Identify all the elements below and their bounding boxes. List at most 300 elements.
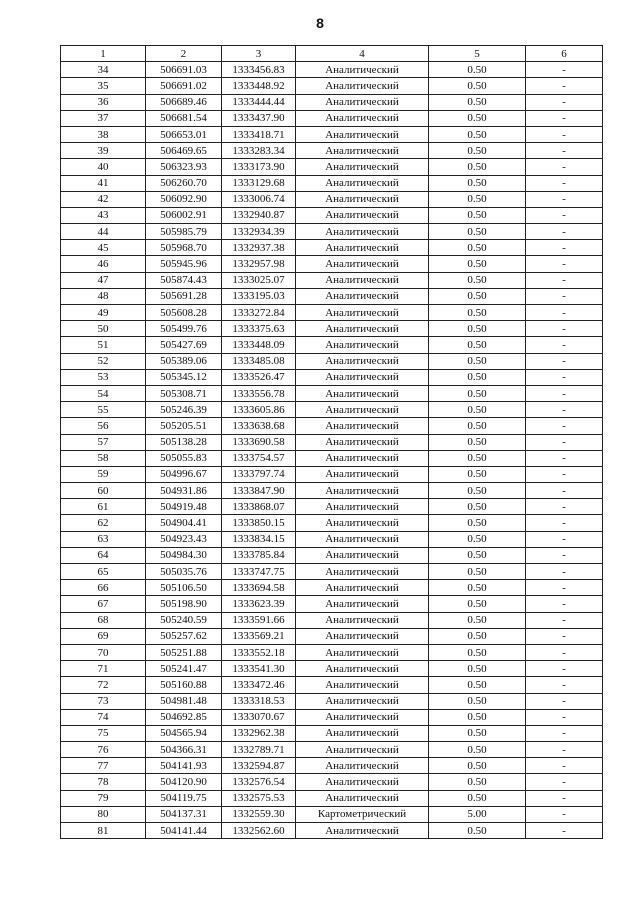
point-number-cell: 81 bbox=[61, 823, 146, 839]
note-cell: - bbox=[526, 126, 603, 142]
method-cell: Аналитический bbox=[296, 191, 429, 207]
table-row bbox=[61, 434, 603, 450]
y-coordinate-cell: 1333437.90 bbox=[222, 110, 296, 126]
method-cell: Аналитический bbox=[296, 62, 429, 78]
accuracy-cell: 0.50 bbox=[429, 126, 526, 142]
note-cell: - bbox=[526, 725, 603, 741]
table-row bbox=[61, 110, 603, 126]
table-row bbox=[61, 628, 603, 644]
table-row bbox=[61, 644, 603, 660]
accuracy-cell: 0.50 bbox=[429, 677, 526, 693]
y-coordinate-cell: 1333418.71 bbox=[222, 126, 296, 142]
point-number-cell: 62 bbox=[61, 515, 146, 531]
table-row bbox=[61, 725, 603, 741]
point-number-cell: 43 bbox=[61, 207, 146, 223]
note-cell: - bbox=[526, 434, 603, 450]
note-cell: - bbox=[526, 175, 603, 191]
x-coordinate-cell: 505945.96 bbox=[146, 256, 222, 272]
x-coordinate-cell: 506681.54 bbox=[146, 110, 222, 126]
point-number-cell: 34 bbox=[61, 62, 146, 78]
note-cell: - bbox=[526, 483, 603, 499]
method-cell: Аналитический bbox=[296, 466, 429, 482]
accuracy-cell: 0.50 bbox=[429, 693, 526, 709]
table-row bbox=[61, 823, 603, 839]
method-cell: Аналитический bbox=[296, 564, 429, 580]
table-row bbox=[61, 94, 603, 110]
x-coordinate-cell: 504565.94 bbox=[146, 725, 222, 741]
table-row bbox=[61, 305, 603, 321]
table-row bbox=[61, 483, 603, 499]
x-coordinate-cell: 506691.03 bbox=[146, 62, 222, 78]
column-header: 3 bbox=[222, 46, 296, 62]
note-cell: - bbox=[526, 272, 603, 288]
x-coordinate-cell: 504141.93 bbox=[146, 758, 222, 774]
note-cell: - bbox=[526, 661, 603, 677]
note-cell: - bbox=[526, 143, 603, 159]
note-cell: - bbox=[526, 353, 603, 369]
page-number: 8 bbox=[316, 15, 324, 31]
note-cell: - bbox=[526, 758, 603, 774]
accuracy-cell: 0.50 bbox=[429, 175, 526, 191]
method-cell: Аналитический bbox=[296, 677, 429, 693]
x-coordinate-cell: 505427.69 bbox=[146, 337, 222, 353]
y-coordinate-cell: 1333638.68 bbox=[222, 418, 296, 434]
method-cell: Аналитический bbox=[296, 321, 429, 337]
table-row bbox=[61, 207, 603, 223]
point-number-cell: 48 bbox=[61, 288, 146, 304]
method-cell: Аналитический bbox=[296, 515, 429, 531]
accuracy-cell: 0.50 bbox=[429, 483, 526, 499]
note-cell: - bbox=[526, 644, 603, 660]
x-coordinate-cell: 505499.76 bbox=[146, 321, 222, 337]
note-cell: - bbox=[526, 531, 603, 547]
x-coordinate-cell: 504919.48 bbox=[146, 499, 222, 515]
note-cell: - bbox=[526, 256, 603, 272]
y-coordinate-cell: 1333754.57 bbox=[222, 450, 296, 466]
point-number-cell: 36 bbox=[61, 94, 146, 110]
accuracy-cell: 0.50 bbox=[429, 515, 526, 531]
table-row bbox=[61, 466, 603, 482]
note-cell: - bbox=[526, 466, 603, 482]
method-cell: Аналитический bbox=[296, 580, 429, 596]
y-coordinate-cell: 1333129.68 bbox=[222, 175, 296, 191]
x-coordinate-cell: 505608.28 bbox=[146, 305, 222, 321]
table-row bbox=[61, 337, 603, 353]
note-cell: - bbox=[526, 515, 603, 531]
x-coordinate-cell: 505106.50 bbox=[146, 580, 222, 596]
point-number-cell: 67 bbox=[61, 596, 146, 612]
point-number-cell: 65 bbox=[61, 564, 146, 580]
x-coordinate-cell: 505389.06 bbox=[146, 353, 222, 369]
table-header-row bbox=[61, 46, 603, 62]
method-cell: Аналитический bbox=[296, 823, 429, 839]
y-coordinate-cell: 1332789.71 bbox=[222, 742, 296, 758]
accuracy-cell: 0.50 bbox=[429, 94, 526, 110]
accuracy-cell: 0.50 bbox=[429, 466, 526, 482]
method-cell: Аналитический bbox=[296, 790, 429, 806]
accuracy-cell: 0.50 bbox=[429, 644, 526, 660]
table-row bbox=[61, 402, 603, 418]
note-cell: - bbox=[526, 806, 603, 822]
y-coordinate-cell: 1333283.34 bbox=[222, 143, 296, 159]
method-cell: Аналитический bbox=[296, 256, 429, 272]
accuracy-cell: 0.50 bbox=[429, 790, 526, 806]
x-coordinate-cell: 505968.70 bbox=[146, 240, 222, 256]
accuracy-cell: 0.50 bbox=[429, 337, 526, 353]
y-coordinate-cell: 1333556.78 bbox=[222, 385, 296, 401]
y-coordinate-cell: 1332937.38 bbox=[222, 240, 296, 256]
note-cell: - bbox=[526, 207, 603, 223]
accuracy-cell: 0.50 bbox=[429, 596, 526, 612]
table-body bbox=[61, 62, 603, 839]
y-coordinate-cell: 1333526.47 bbox=[222, 369, 296, 385]
y-coordinate-cell: 1333448.09 bbox=[222, 337, 296, 353]
table-row bbox=[61, 564, 603, 580]
accuracy-cell: 0.50 bbox=[429, 62, 526, 78]
method-cell: Аналитический bbox=[296, 272, 429, 288]
accuracy-cell: 0.50 bbox=[429, 774, 526, 790]
point-number-cell: 38 bbox=[61, 126, 146, 142]
note-cell: - bbox=[526, 305, 603, 321]
table-row bbox=[61, 288, 603, 304]
table-row bbox=[61, 693, 603, 709]
method-cell: Аналитический bbox=[296, 596, 429, 612]
x-coordinate-cell: 506469.65 bbox=[146, 143, 222, 159]
accuracy-cell: 0.50 bbox=[429, 418, 526, 434]
note-cell: - bbox=[526, 742, 603, 758]
table-row bbox=[61, 369, 603, 385]
method-cell: Аналитический bbox=[296, 450, 429, 466]
point-number-cell: 52 bbox=[61, 353, 146, 369]
y-coordinate-cell: 1333173.90 bbox=[222, 159, 296, 175]
column-header: 2 bbox=[146, 46, 222, 62]
method-cell: Аналитический bbox=[296, 385, 429, 401]
point-number-cell: 47 bbox=[61, 272, 146, 288]
method-cell: Аналитический bbox=[296, 644, 429, 660]
accuracy-cell: 0.50 bbox=[429, 159, 526, 175]
point-number-cell: 73 bbox=[61, 693, 146, 709]
table-row bbox=[61, 175, 603, 191]
note-cell: - bbox=[526, 62, 603, 78]
note-cell: - bbox=[526, 110, 603, 126]
accuracy-cell: 0.50 bbox=[429, 256, 526, 272]
method-cell: Аналитический bbox=[296, 224, 429, 240]
point-number-cell: 66 bbox=[61, 580, 146, 596]
note-cell: - bbox=[526, 191, 603, 207]
x-coordinate-cell: 506653.01 bbox=[146, 126, 222, 142]
y-coordinate-cell: 1333834.15 bbox=[222, 531, 296, 547]
x-coordinate-cell: 504923.43 bbox=[146, 531, 222, 547]
table-row bbox=[61, 353, 603, 369]
y-coordinate-cell: 1332575.53 bbox=[222, 790, 296, 806]
point-number-cell: 68 bbox=[61, 612, 146, 628]
x-coordinate-cell: 505251.88 bbox=[146, 644, 222, 660]
note-cell: - bbox=[526, 628, 603, 644]
y-coordinate-cell: 1332962.38 bbox=[222, 725, 296, 741]
point-number-cell: 56 bbox=[61, 418, 146, 434]
method-cell: Аналитический bbox=[296, 725, 429, 741]
y-coordinate-cell: 1333318.53 bbox=[222, 693, 296, 709]
method-cell: Аналитический bbox=[296, 774, 429, 790]
table-row bbox=[61, 321, 603, 337]
accuracy-cell: 0.50 bbox=[429, 78, 526, 94]
point-number-cell: 79 bbox=[61, 790, 146, 806]
note-cell: - bbox=[526, 547, 603, 563]
note-cell: - bbox=[526, 321, 603, 337]
method-cell: Аналитический bbox=[296, 434, 429, 450]
y-coordinate-cell: 1333747.75 bbox=[222, 564, 296, 580]
table-row bbox=[61, 499, 603, 515]
y-coordinate-cell: 1333485.08 bbox=[222, 353, 296, 369]
accuracy-cell: 0.50 bbox=[429, 191, 526, 207]
y-coordinate-cell: 1333472.46 bbox=[222, 677, 296, 693]
table-row bbox=[61, 515, 603, 531]
note-cell: - bbox=[526, 78, 603, 94]
point-number-cell: 50 bbox=[61, 321, 146, 337]
method-cell: Аналитический bbox=[296, 758, 429, 774]
accuracy-cell: 0.50 bbox=[429, 531, 526, 547]
x-coordinate-cell: 505205.51 bbox=[146, 418, 222, 434]
x-coordinate-cell: 504931.86 bbox=[146, 483, 222, 499]
x-coordinate-cell: 505985.79 bbox=[146, 224, 222, 240]
y-coordinate-cell: 1333456.83 bbox=[222, 62, 296, 78]
table-row bbox=[61, 240, 603, 256]
table-row bbox=[61, 159, 603, 175]
table-row bbox=[61, 709, 603, 725]
accuracy-cell: 0.50 bbox=[429, 305, 526, 321]
x-coordinate-cell: 506691.02 bbox=[146, 78, 222, 94]
accuracy-cell: 0.50 bbox=[429, 110, 526, 126]
x-coordinate-cell: 504141.44 bbox=[146, 823, 222, 839]
method-cell: Аналитический bbox=[296, 126, 429, 142]
table-row bbox=[61, 742, 603, 758]
x-coordinate-cell: 505345.12 bbox=[146, 369, 222, 385]
accuracy-cell: 0.50 bbox=[429, 143, 526, 159]
point-number-cell: 78 bbox=[61, 774, 146, 790]
accuracy-cell: 0.50 bbox=[429, 547, 526, 563]
method-cell: Аналитический bbox=[296, 240, 429, 256]
note-cell: - bbox=[526, 693, 603, 709]
column-header: 5 bbox=[429, 46, 526, 62]
y-coordinate-cell: 1333569.21 bbox=[222, 628, 296, 644]
y-coordinate-cell: 1333868.07 bbox=[222, 499, 296, 515]
y-coordinate-cell: 1333448.92 bbox=[222, 78, 296, 94]
point-number-cell: 64 bbox=[61, 547, 146, 563]
point-number-cell: 49 bbox=[61, 305, 146, 321]
point-number-cell: 69 bbox=[61, 628, 146, 644]
table-row bbox=[61, 385, 603, 401]
accuracy-cell: 0.50 bbox=[429, 288, 526, 304]
y-coordinate-cell: 1333272.84 bbox=[222, 305, 296, 321]
y-coordinate-cell: 1332559.30 bbox=[222, 806, 296, 822]
x-coordinate-cell: 505874.43 bbox=[146, 272, 222, 288]
x-coordinate-cell: 504366.31 bbox=[146, 742, 222, 758]
note-cell: - bbox=[526, 385, 603, 401]
accuracy-cell: 0.50 bbox=[429, 628, 526, 644]
point-number-cell: 37 bbox=[61, 110, 146, 126]
accuracy-cell: 0.50 bbox=[429, 725, 526, 741]
x-coordinate-cell: 505257.62 bbox=[146, 628, 222, 644]
point-number-cell: 75 bbox=[61, 725, 146, 741]
table-row bbox=[61, 758, 603, 774]
table-row bbox=[61, 224, 603, 240]
y-coordinate-cell: 1332562.60 bbox=[222, 823, 296, 839]
point-number-cell: 80 bbox=[61, 806, 146, 822]
note-cell: - bbox=[526, 240, 603, 256]
method-cell: Аналитический bbox=[296, 402, 429, 418]
point-number-cell: 54 bbox=[61, 385, 146, 401]
method-cell: Аналитический bbox=[296, 531, 429, 547]
point-number-cell: 61 bbox=[61, 499, 146, 515]
note-cell: - bbox=[526, 94, 603, 110]
y-coordinate-cell: 1333785.84 bbox=[222, 547, 296, 563]
accuracy-cell: 0.50 bbox=[429, 240, 526, 256]
accuracy-cell: 5.00 bbox=[429, 806, 526, 822]
x-coordinate-cell: 506002.91 bbox=[146, 207, 222, 223]
coordinates-table bbox=[60, 45, 603, 839]
table-row bbox=[61, 418, 603, 434]
method-cell: Аналитический bbox=[296, 612, 429, 628]
note-cell: - bbox=[526, 564, 603, 580]
x-coordinate-cell: 505198.90 bbox=[146, 596, 222, 612]
y-coordinate-cell: 1333025.07 bbox=[222, 272, 296, 288]
note-cell: - bbox=[526, 677, 603, 693]
x-coordinate-cell: 505308.71 bbox=[146, 385, 222, 401]
method-cell: Аналитический bbox=[296, 353, 429, 369]
point-number-cell: 41 bbox=[61, 175, 146, 191]
method-cell: Аналитический bbox=[296, 207, 429, 223]
accuracy-cell: 0.50 bbox=[429, 580, 526, 596]
point-number-cell: 76 bbox=[61, 742, 146, 758]
table-row bbox=[61, 790, 603, 806]
note-cell: - bbox=[526, 159, 603, 175]
y-coordinate-cell: 1332934.39 bbox=[222, 224, 296, 240]
method-cell: Аналитический bbox=[296, 547, 429, 563]
note-cell: - bbox=[526, 612, 603, 628]
method-cell: Аналитический bbox=[296, 175, 429, 191]
table-row bbox=[61, 191, 603, 207]
table-row bbox=[61, 143, 603, 159]
point-number-cell: 45 bbox=[61, 240, 146, 256]
y-coordinate-cell: 1333850.15 bbox=[222, 515, 296, 531]
method-cell: Аналитический bbox=[296, 369, 429, 385]
y-coordinate-cell: 1332594.87 bbox=[222, 758, 296, 774]
table-row bbox=[61, 450, 603, 466]
method-cell: Аналитический bbox=[296, 337, 429, 353]
accuracy-cell: 0.50 bbox=[429, 402, 526, 418]
point-number-cell: 42 bbox=[61, 191, 146, 207]
column-header: 1 bbox=[61, 46, 146, 62]
point-number-cell: 39 bbox=[61, 143, 146, 159]
note-cell: - bbox=[526, 402, 603, 418]
point-number-cell: 77 bbox=[61, 758, 146, 774]
x-coordinate-cell: 506323.93 bbox=[146, 159, 222, 175]
y-coordinate-cell: 1333605.86 bbox=[222, 402, 296, 418]
point-number-cell: 63 bbox=[61, 531, 146, 547]
y-coordinate-cell: 1332957.98 bbox=[222, 256, 296, 272]
x-coordinate-cell: 504981.48 bbox=[146, 693, 222, 709]
accuracy-cell: 0.50 bbox=[429, 661, 526, 677]
accuracy-cell: 0.50 bbox=[429, 499, 526, 515]
x-coordinate-cell: 505055.83 bbox=[146, 450, 222, 466]
column-header: 4 bbox=[296, 46, 429, 62]
y-coordinate-cell: 1333070.67 bbox=[222, 709, 296, 725]
accuracy-cell: 0.50 bbox=[429, 385, 526, 401]
point-number-cell: 51 bbox=[61, 337, 146, 353]
point-number-cell: 55 bbox=[61, 402, 146, 418]
x-coordinate-cell: 504996.67 bbox=[146, 466, 222, 482]
method-cell: Аналитический bbox=[296, 143, 429, 159]
table-row bbox=[61, 661, 603, 677]
table-row bbox=[61, 272, 603, 288]
x-coordinate-cell: 506092.90 bbox=[146, 191, 222, 207]
note-cell: - bbox=[526, 790, 603, 806]
y-coordinate-cell: 1332576.54 bbox=[222, 774, 296, 790]
accuracy-cell: 0.50 bbox=[429, 709, 526, 725]
point-number-cell: 53 bbox=[61, 369, 146, 385]
y-coordinate-cell: 1333375.63 bbox=[222, 321, 296, 337]
x-coordinate-cell: 504984.30 bbox=[146, 547, 222, 563]
note-cell: - bbox=[526, 418, 603, 434]
x-coordinate-cell: 505246.39 bbox=[146, 402, 222, 418]
table-row bbox=[61, 62, 603, 78]
point-number-cell: 71 bbox=[61, 661, 146, 677]
y-coordinate-cell: 1333591.66 bbox=[222, 612, 296, 628]
note-cell: - bbox=[526, 337, 603, 353]
accuracy-cell: 0.50 bbox=[429, 321, 526, 337]
x-coordinate-cell: 504904.41 bbox=[146, 515, 222, 531]
point-number-cell: 74 bbox=[61, 709, 146, 725]
point-number-cell: 70 bbox=[61, 644, 146, 660]
table-row bbox=[61, 774, 603, 790]
note-cell: - bbox=[526, 774, 603, 790]
y-coordinate-cell: 1333552.18 bbox=[222, 644, 296, 660]
method-cell: Картометрический bbox=[296, 806, 429, 822]
method-cell: Аналитический bbox=[296, 499, 429, 515]
accuracy-cell: 0.50 bbox=[429, 224, 526, 240]
y-coordinate-cell: 1333006.74 bbox=[222, 191, 296, 207]
note-cell: - bbox=[526, 369, 603, 385]
point-number-cell: 59 bbox=[61, 466, 146, 482]
y-coordinate-cell: 1333797.74 bbox=[222, 466, 296, 482]
y-coordinate-cell: 1333541.30 bbox=[222, 661, 296, 677]
accuracy-cell: 0.50 bbox=[429, 823, 526, 839]
accuracy-cell: 0.50 bbox=[429, 612, 526, 628]
x-coordinate-cell: 506689.46 bbox=[146, 94, 222, 110]
point-number-cell: 35 bbox=[61, 78, 146, 94]
y-coordinate-cell: 1333690.58 bbox=[222, 434, 296, 450]
note-cell: - bbox=[526, 580, 603, 596]
note-cell: - bbox=[526, 823, 603, 839]
accuracy-cell: 0.50 bbox=[429, 353, 526, 369]
accuracy-cell: 0.50 bbox=[429, 434, 526, 450]
point-number-cell: 40 bbox=[61, 159, 146, 175]
method-cell: Аналитический bbox=[296, 94, 429, 110]
table-row bbox=[61, 78, 603, 94]
x-coordinate-cell: 504692.85 bbox=[146, 709, 222, 725]
x-coordinate-cell: 505240.59 bbox=[146, 612, 222, 628]
point-number-cell: 58 bbox=[61, 450, 146, 466]
method-cell: Аналитический bbox=[296, 159, 429, 175]
column-header: 6 bbox=[526, 46, 603, 62]
y-coordinate-cell: 1333847.90 bbox=[222, 483, 296, 499]
point-number-cell: 72 bbox=[61, 677, 146, 693]
table-row bbox=[61, 596, 603, 612]
accuracy-cell: 0.50 bbox=[429, 369, 526, 385]
x-coordinate-cell: 504119.75 bbox=[146, 790, 222, 806]
table-row bbox=[61, 612, 603, 628]
method-cell: Аналитический bbox=[296, 693, 429, 709]
